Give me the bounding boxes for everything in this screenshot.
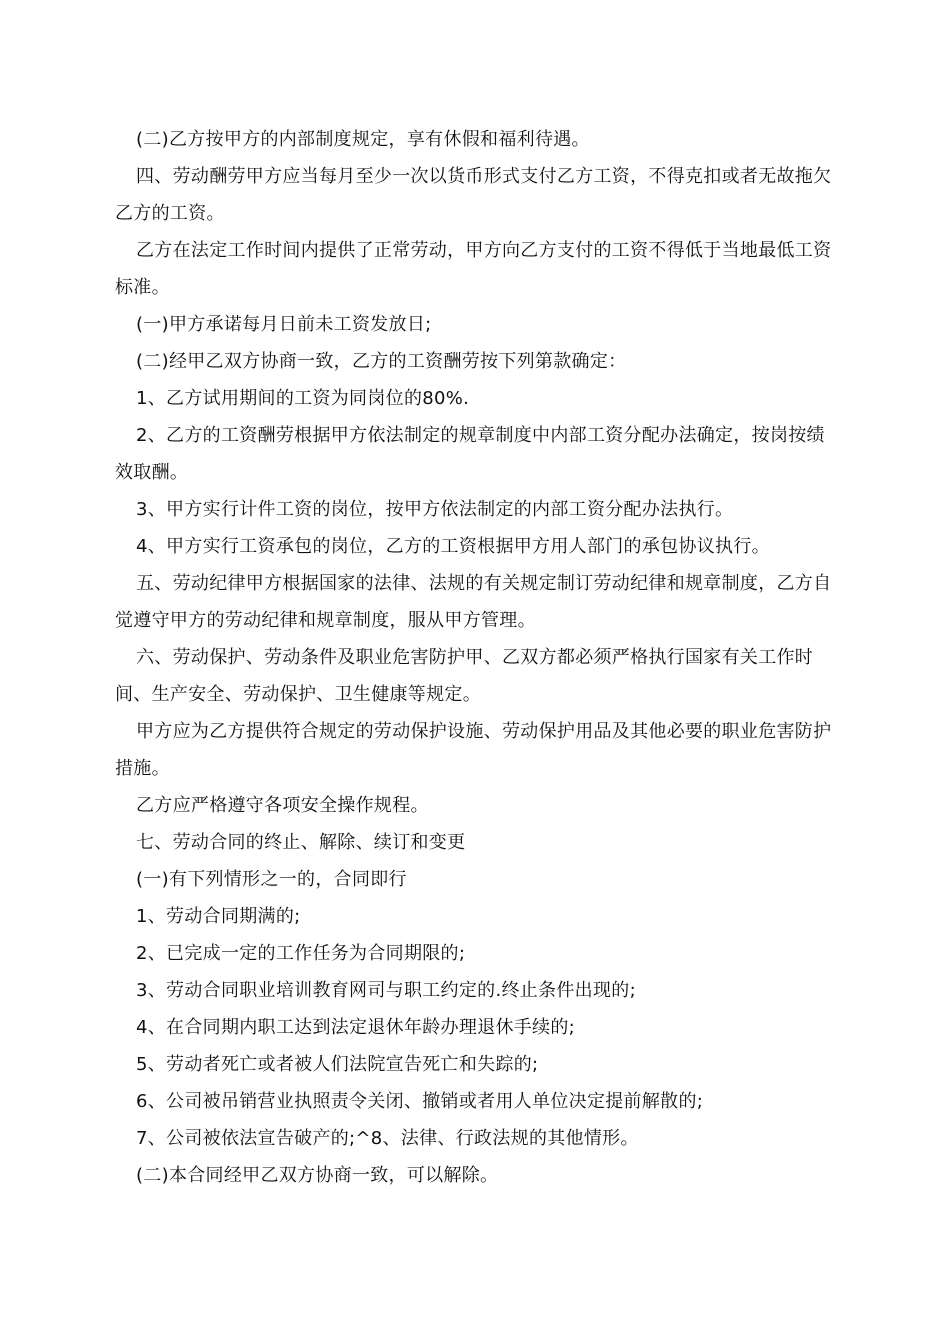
paragraph-case-7-8: 7、公司被依法宣告破产的;^8、法律、行政法规的其他情形。 (136, 1128, 639, 1149)
paragraph-payday: (一)甲方承诺每月日前未工资发放日; (136, 314, 432, 335)
paragraph-case-1: 1、劳动合同期满的; (136, 906, 301, 927)
paragraph-leave-welfare: (二)乙方按甲方的内部制度规定，享有休假和福利待遇。 (136, 129, 590, 150)
paragraph-section-five-discipline: 五、劳动纪律甲方根据国家的法律、法规的有关规定制订劳动纪律和规章制度，乙方自觉遵守甲方的劳动纪律和规章制度，服从甲方管理。 (115, 573, 832, 631)
paragraph-item-4-contract-wage: 4、甲方实行工资承包的岗位，乙方的工资根据甲方用人部门的承包协议执行。 (136, 536, 770, 557)
paragraph-termination-cases: (一)有下列情形之一的，合同即行 (136, 869, 407, 890)
paragraph-minimum-wage: 乙方在法定工作时间内提供了正常劳动，甲方向乙方支付的工资不得低于当地最低工资标准。 (115, 240, 832, 298)
document-body (115, 121, 837, 1194)
paragraph-item-3-piece-wage: 3、甲方实行计件工资的岗位，按甲方依法制定的内部工资分配办法执行。 (136, 499, 734, 520)
paragraph-case-3: 3、劳动合同职业培训教育网司与职工约定的.终止条件出现的; (136, 980, 636, 1001)
paragraph-safety-rules: 乙方应严格遵守各项安全操作规程。 (136, 795, 429, 816)
paragraph-wage-terms: (二)经甲乙双方协商一致，乙方的工资酬劳按下列第款确定： (136, 351, 627, 372)
paragraph-section-seven-title: 七、劳动合同的终止、解除、续订和变更 (136, 832, 466, 853)
paragraph-case-4: 4、在合同期内职工达到法定退休年龄办理退休手续的; (136, 1017, 576, 1038)
paragraph-case-2: 2、已完成一定的工作任务为合同期限的; (136, 943, 466, 964)
paragraph-section-six-protection: 六、劳动保护、劳动条件及职业危害防护甲、乙双方都必须严格执行国家有关工作时间、生产安全、劳动保护、卫生健康等规定。 (115, 647, 814, 705)
paragraph-section-four-remuneration: 四、劳动酬劳甲方应当每月至少一次以货币形式支付乙方工资，不得克扣或者无故拖欠乙方的工资。 (115, 166, 832, 224)
paragraph-case-6: 6、公司被吊销营业执照责令关闭、撤销或者用人单位决定提前解散的; (136, 1091, 704, 1112)
paragraph-item-1-probation-wage: 1、乙方试用期间的工资为同岗位的80%. (136, 388, 470, 409)
paragraph-mutual-termination: (二)本合同经甲乙双方协商一致，可以解除。 (136, 1165, 499, 1186)
paragraph-case-5: 5、劳动者死亡或者被人们法院宣告死亡和失踪的; (136, 1054, 539, 1075)
paragraph-item-2-wage-distribution: 2、乙方的工资酬劳根据甲方依法制定的规章制度中内部工资分配办法确定，按岗按绩效取酬。 (115, 425, 825, 483)
paragraph-protection-facilities: 甲方应为乙方提供符合规定的劳动保护设施、劳动保护用品及其他必要的职业危害防护措施。 (115, 721, 832, 779)
